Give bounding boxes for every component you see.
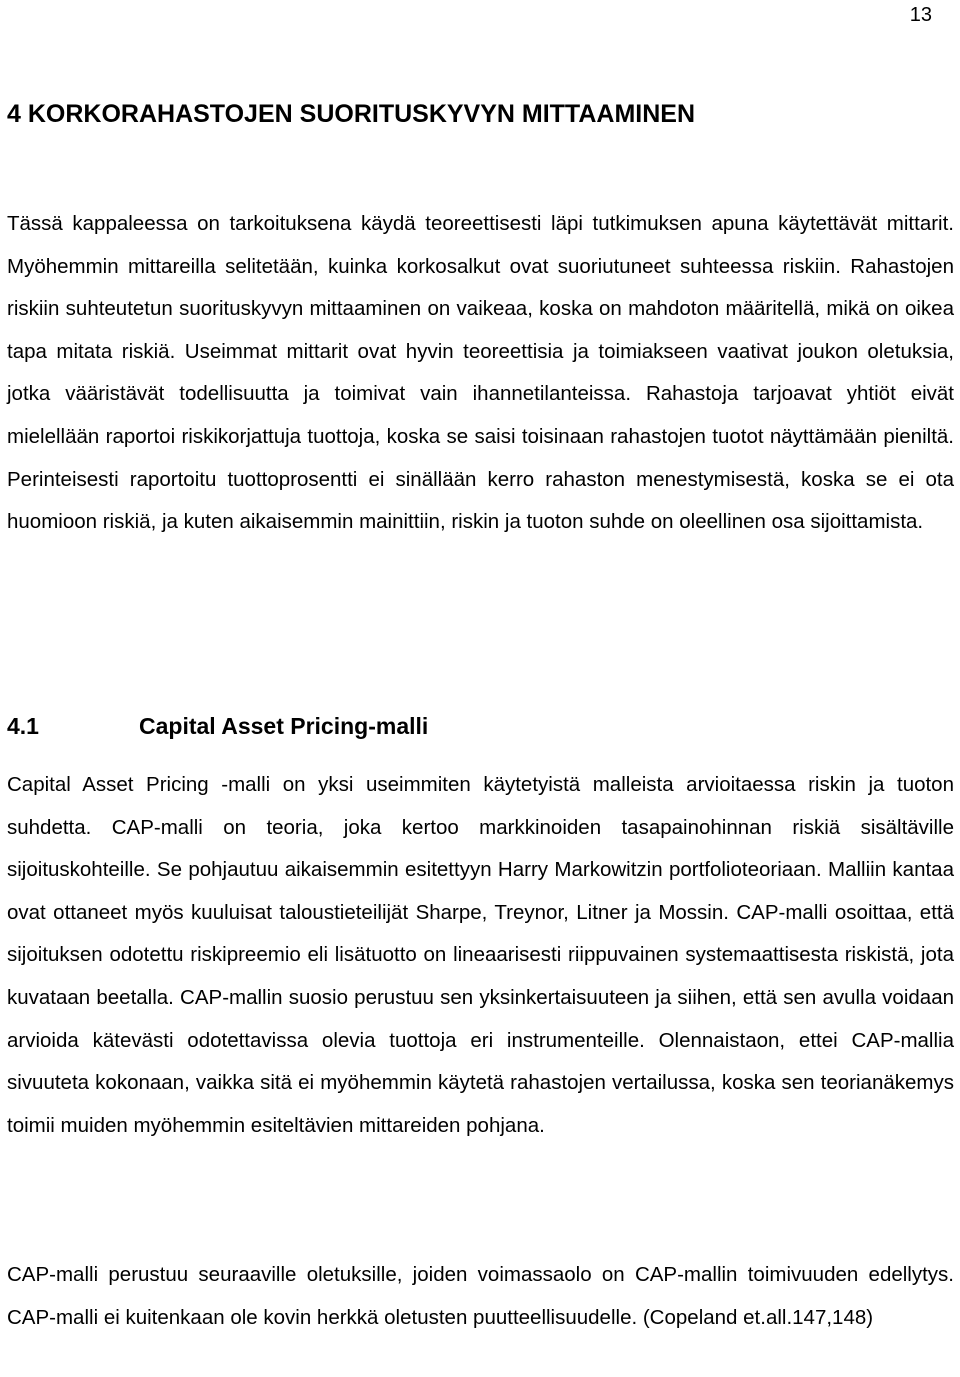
assumptions-paragraph: CAP-malli perustuu seuraaville oletuksille, joiden voimassaolo on CAP-mallin toimivuuden edellytys. CAP-malli ei kuitenkaan ole kovin herkkä oletusten puutteellisuudelle. (Copeland et.all.147,148) — [7, 1263, 954, 1329]
section-number: 4.1 — [7, 713, 39, 739]
section-title: Capital Asset Pricing-malli — [139, 713, 429, 739]
section-heading — [7, 713, 428, 740]
page-number: 13 — [909, 4, 932, 26]
capm-paragraph: Capital Asset Pricing -malli on yksi useimmiten käytetyistä malleista arvioitaessa riskin ja tuoton suhdetta. CAP-malli on teoria, joka kertoo markkinoiden tasapainohinnan riskiä sisältäville sijoituskohteille. Se pohjautuu aikaisemmin esitettyyn Harry Markowitzin portfolioteoriaan. Malliin kantaa ovat ottaneet myös kuuluisat taloustieteilijät Sharpe, Treynor, Litner ja Mossin. CAP-malli osoittaa, että sijoituksen odotettu riskipreemio eli lisätuotto on lineaarisesti riippuvainen systemaattisesta riskistä, jota kuvataan beetalla. CAP-mallin suosio perustuu sen yksinkertaisuuteen ja siihen, että sen avulla voidaan arvioida kätevästi odotettavissa olevia tuottoja eri instrumenteille. Olennaistaon, ettei CAP-mallia sivuuteta kokonaan, vaikka sitä ei myöhemmin käytetä rahastojen vertailussa, koska sen teorianäkemys toimii muiden myöhemmin esiteltävien mittareiden pohjana. — [7, 773, 954, 1137]
intro-paragraph: Tässä kappaleessa on tarkoituksena käydä teoreettisesti läpi tutkimuksen apuna käytettävät mittarit. Myöhemmin mittareilla selitetään, kuinka korkosalkut ovat suoriutuneet suhteessa riskiin. Rahastojen riskiin suhteutetun suorituskyvyn mittaaminen on vaikeaa, koska on mahdoton määritellä, mikä on oikea tapa mitata riskiä. Useimmat mittarit ovat hyvin teoreettisia ja toimiakseen vaativat joukon oletuksia, jotka vääristävät todellisuutta ja toimivat vain ihannetilanteissa. Rahastoja tarjoavat yhtiöt eivät mielellään raportoi riskikorjattuja tuottoja, koska se saisi toisinaan rahastojen tuotot näyttämään pieniltä. Perinteisesti raportoitu tuottoprosentti ei sinällään kerro rahaston menestymisestä, koska se ei ota huomioon riskiä, ja kuten aikaisemmin mainittiin, riskin ja tuoton suhde on oleellinen osa sijoittamista. — [7, 212, 954, 534]
chapter-title: 4 KORKORAHASTOJEN SUORITUSKYVYN MITTAAMINEN — [7, 100, 696, 128]
